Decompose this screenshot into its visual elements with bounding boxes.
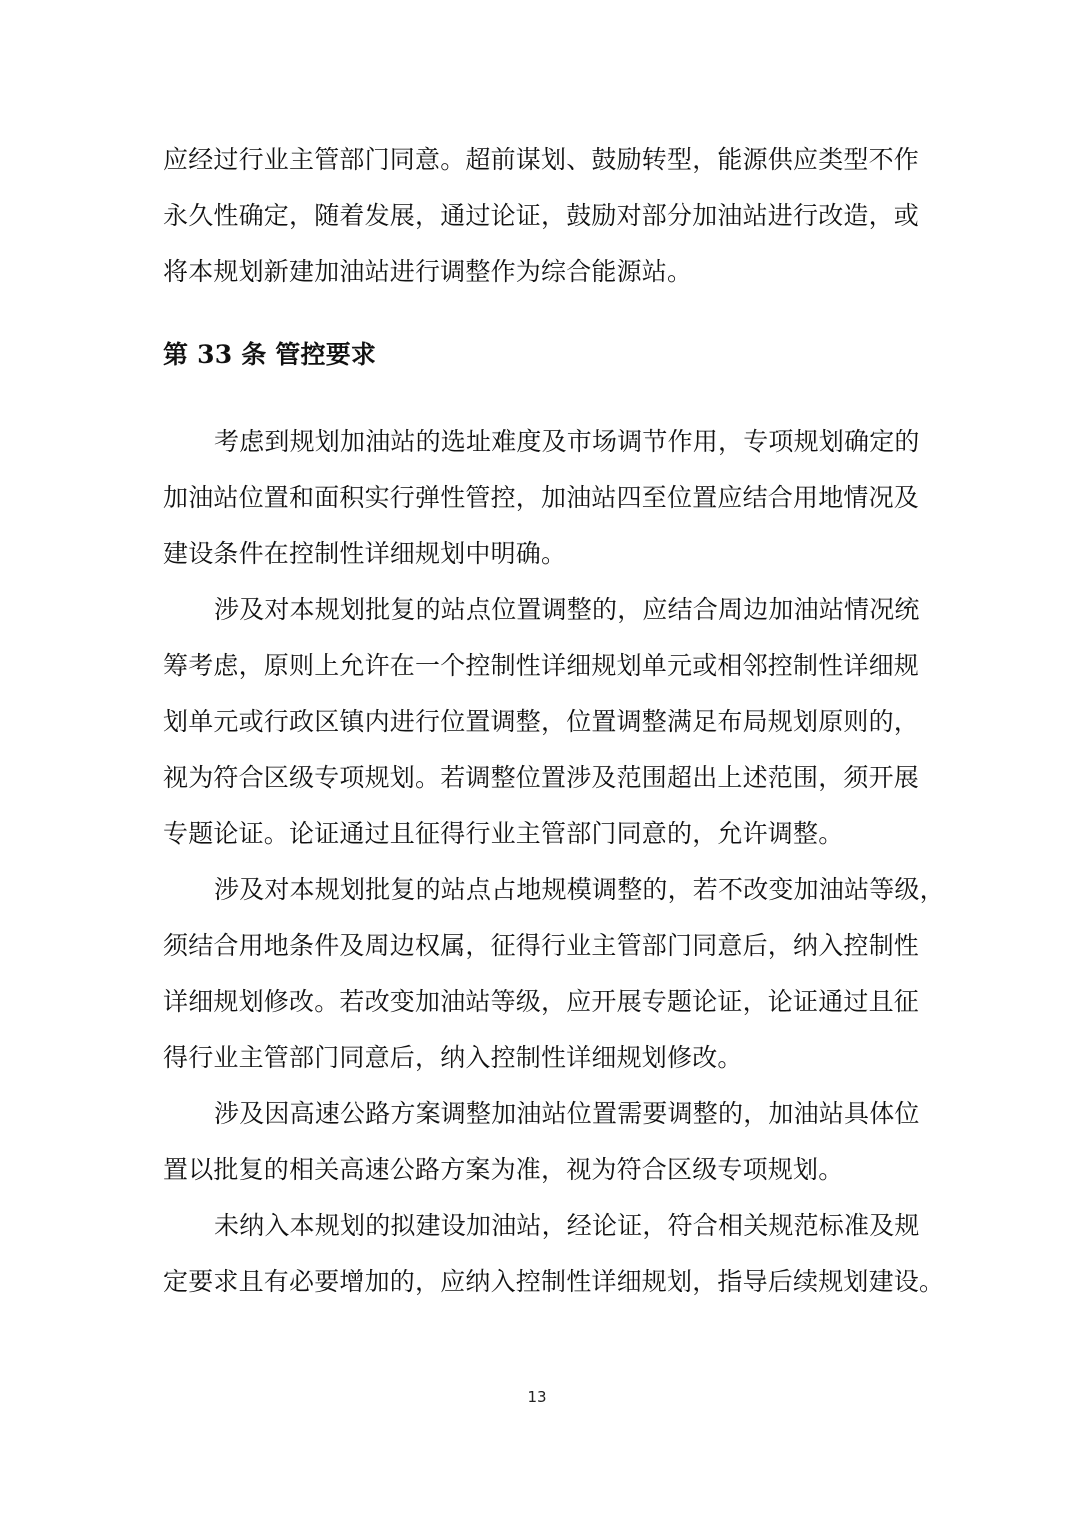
text-line: 筹考虑，原则上允许在一个控制性详细规划单元或相邻控制性详细规 <box>163 651 920 680</box>
text-line: 加油站位置和面积实行弹性管控，加油站四至位置应结合用地情况及 <box>163 483 920 512</box>
article-heading: 第 33 条 管控要求 <box>163 340 377 369</box>
text-line: 详细规划修改。若改变加油站等级，应开展专题论证，论证通过且征 <box>163 987 920 1016</box>
text-line: 定要求且有必要增加的，应纳入控制性详细规划，指导后续规划建设。 <box>163 1267 945 1296</box>
text-line: 永久性确定，随着发展，通过论证，鼓励对部分加油站进行改造，或 <box>163 201 920 230</box>
paragraph-first-line: 涉及对本规划批复的站点位置调整的，应结合周边加油站情况统 <box>214 595 920 624</box>
text-line: 应经过行业主管部门同意。超前谋划、鼓励转型，能源供应类型不作 <box>163 145 920 174</box>
text-line: 将本规划新建加油站进行调整作为综合能源站。 <box>163 257 693 286</box>
paragraph-first-line: 涉及对本规划批复的站点占地规模调整的，若不改变加油站等级， <box>214 875 945 904</box>
text-line: 得行业主管部门同意后，纳入控制性详细规划修改。 <box>163 1043 743 1072</box>
paragraph-first-line: 未纳入本规划的拟建设加油站，经论证，符合相关规范标准及规 <box>214 1211 920 1240</box>
text-line: 划单元或行政区镇内进行位置调整，位置调整满足布局规划原则的， <box>163 707 920 736</box>
text-line: 视为符合区级专项规划。若调整位置涉及范围超出上述范围，须开展 <box>163 763 920 792</box>
page-number: 13 <box>527 1388 547 1406</box>
text-line: 专题论证。论证通过且征得行业主管部门同意的，允许调整。 <box>163 819 844 848</box>
text-line: 置以批复的相关高速公路方案为准，视为符合区级专项规划。 <box>163 1155 844 1184</box>
text-line: 须结合用地条件及周边权属，征得行业主管部门同意后，纳入控制性 <box>163 931 920 960</box>
paragraph-first-line: 考虑到规划加油站的选址难度及市场调节作用，专项规划确定的 <box>214 427 920 456</box>
paragraph-first-line: 涉及因高速公路方案调整加油站位置需要调整的，加油站具体位 <box>214 1099 920 1128</box>
text-line: 建设条件在控制性详细规划中明确。 <box>163 539 567 568</box>
